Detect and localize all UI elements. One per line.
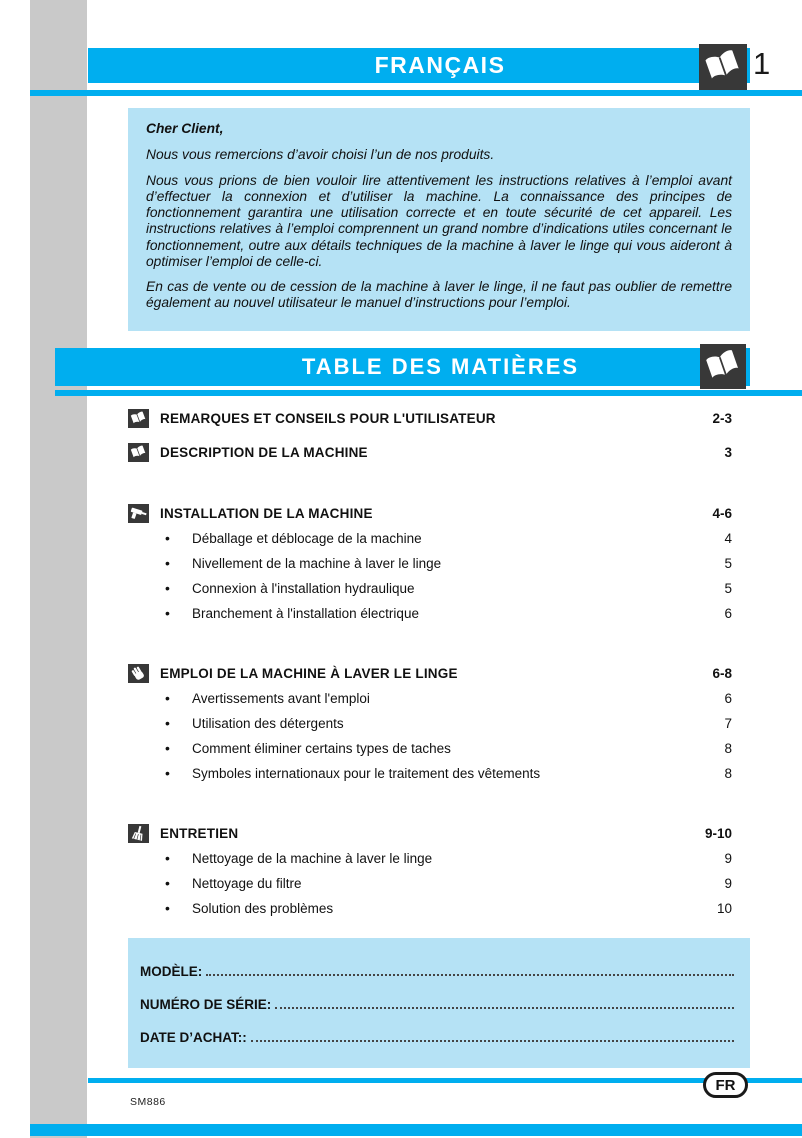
dotted-fill-line [206,974,734,976]
book-icon [128,409,149,428]
toc-item [128,846,732,870]
bullet-icon: • [165,740,170,756]
bullet-icon: • [165,555,170,571]
toc-item-page: 9 [724,850,732,866]
toc-section-title: EMPLOI DE LA MACHINE À LAVER LE LINGE [160,665,458,681]
toc-section [128,440,732,464]
record-field-model [140,955,736,979]
bullet-icon: • [165,850,170,866]
drill-icon [128,504,149,523]
toc-item-page: 9 [724,875,732,891]
bullet-icon: • [165,765,170,781]
document-code: SM886 [130,1096,166,1108]
toc-item-label: Nivellement de la machine à laver le linge [192,555,442,571]
toc-section-row [128,821,732,845]
toc-item [128,871,732,895]
toc-item-page: 10 [716,900,732,916]
bottom-edge-bar [30,1124,802,1136]
open-book-icon [700,344,746,389]
toc-item-page: 5 [724,580,732,596]
toc-section-pages: 2-3 [712,410,732,426]
toc-item [128,576,732,600]
toc-title: TABLE DES MATIÈRES [301,354,580,379]
bullet-icon: • [165,900,170,916]
toc-section [128,821,732,920]
language-badge: FR [703,1072,748,1098]
toc-section [128,501,732,625]
toc-item [128,896,732,920]
brush-icon [128,824,149,843]
record-field-serial-number [140,988,736,1012]
toc-section-title: INSTALLATION DE LA MACHINE [160,505,373,521]
toc-section-row [128,440,732,464]
letter-salutation: Cher Client, [146,121,224,136]
book-icon [128,443,149,462]
record-field-purchase-date [140,1021,736,1045]
toc-item-label: Utilisation des détergents [192,715,344,731]
footer-divider [88,1078,802,1083]
toc-item [128,761,732,785]
toc-item [128,736,732,760]
toc-divider [55,390,802,396]
record-box [128,938,750,1068]
language-title: FRANÇAIS [374,52,506,78]
toc-item [128,601,732,625]
toc-list [128,402,732,920]
toc-section-row [128,661,732,685]
letter-paragraph: Nous vous prions de bien vouloir lire attentivement les instructions relatives à l’emploi avant d’effectuer la connexion et d’utiliser la machine. La connaissance des principes de fonctionnement garantira une utilisation correcte et en toute sécurité de cet appareil. Les instructions relatives à l’emploi comprennent un grand nombre d’indications utiles concernant le fonctionnement, outre aux détails techniques de la machine à laver le linge qui vous aideront à optimiser l’emploi de celle-ci. [146,172,732,269]
toc-section-title: ENTRETIEN [160,825,239,841]
toc-section [128,406,732,430]
customer-letter-panel [128,108,750,331]
bullet-icon: • [165,875,170,891]
toc-item-label: Avertissements avant l'emploi [192,690,370,706]
toc-item-label: Connexion à l'installation hydraulique [192,580,415,596]
field-label: DATE D’ACHAT:: [140,1030,247,1045]
toc-item-page: 8 [724,740,732,756]
hand-icon [128,664,149,683]
header-divider [30,90,802,96]
toc-section-pages: 6-8 [712,665,732,681]
toc-item-page: 7 [724,715,732,731]
toc-item-page: 4 [724,530,732,546]
toc-section-row [128,406,732,430]
toc-item [128,686,732,710]
language-header-bar [88,48,750,83]
toc-item [128,711,732,735]
letter-paragraph: Nous vous remercions d’avoir choisi l’un de nos produits. [146,147,495,163]
toc-item [128,526,732,550]
toc-section-title: DESCRIPTION DE LA MACHINE [160,444,368,460]
dotted-fill-line [251,1040,734,1042]
page-number: 1 [753,46,771,81]
toc-header-bar [55,348,750,386]
toc-item-label: Branchement à l'installation électrique [192,605,419,621]
toc-section [128,661,732,785]
dotted-fill-line [275,1007,734,1009]
toc-item-page: 5 [724,555,732,571]
toc-item-label: Nettoyage de la machine à laver le linge [192,850,433,866]
bullet-icon: • [165,605,170,621]
toc-section-pages: 3 [724,444,732,460]
binding-edge-strip [30,0,87,1138]
letter-paragraph: En cas de vente ou de cession de la machine à laver le linge, il ne faut pas oublier de remettre également au nouvel utilisateur le manuel d’instructions pour l’emploi. [146,279,732,311]
toc-item-label: Solution des problèmes [192,900,334,916]
bullet-icon: • [165,715,170,731]
toc-item-page: 6 [724,605,732,621]
toc-item-page: 8 [724,765,732,781]
toc-item [128,551,732,575]
toc-item-page: 6 [724,690,732,706]
field-label: NUMÉRO DE SÉRIE: [140,997,272,1012]
field-label: MODÈLE: [140,964,203,979]
toc-section-title: REMARQUES ET CONSEILS POUR L'UTILISATEUR [160,410,496,426]
open-book-icon [699,44,747,90]
bullet-icon: • [165,580,170,596]
bullet-icon: • [165,690,170,706]
toc-section-pages: 9-10 [704,825,732,841]
toc-item-label: Comment éliminer certains types de taches [192,740,451,756]
toc-item-label: Symboles internationaux pour le traitement des vêtements [192,765,541,781]
toc-section-pages: 4-6 [712,505,732,521]
toc-section-row [128,501,732,525]
bullet-icon: • [165,530,170,546]
toc-item-label: Nettoyage du filtre [192,875,302,891]
toc-item-label: Déballage et déblocage de la machine [192,530,422,546]
